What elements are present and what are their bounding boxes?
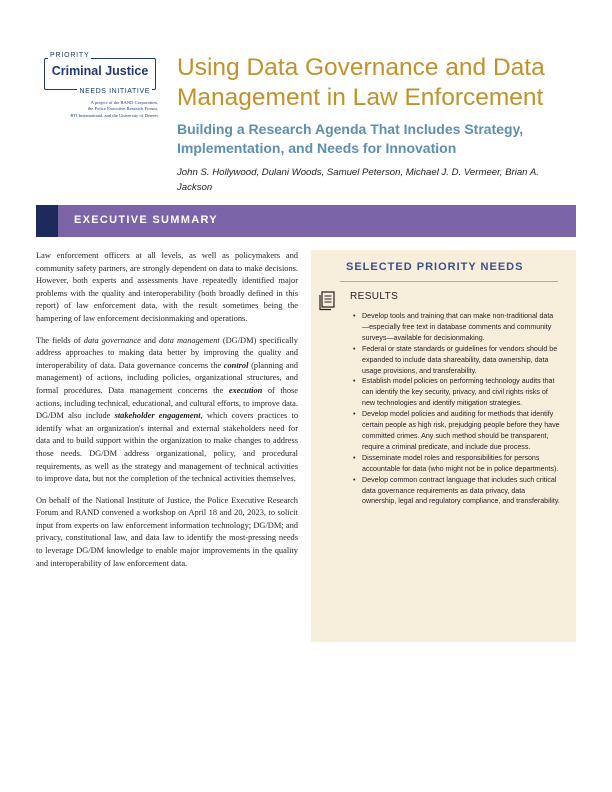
- priority-need-item: • Establish model policies on performing technology audits that can identify the key security, privacy, and civil rights risks of new technologies and identify mitigation strategies.: [350, 376, 560, 409]
- priority-need-item: • Federal or state standards or guidelines for vendors should be expanded to include data shareability, data ownership, data usage provisions, and transferability.: [350, 344, 560, 377]
- term-stakeholder-engagement: stakeholder engagement: [114, 411, 201, 421]
- author-list: John S. Hollywood, Dulani Woods, Samuel Peterson, Michael J. D. Vermeer, Brian A. Jackson: [177, 167, 539, 193]
- report-subtitle: Building a Research Agenda That Includes Strategy, Implementation, and Needs for Innovation: [177, 121, 524, 156]
- text-run: of those actions, including technical, educational, and cultural efforts, to improve data. DG/DM also include: [36, 385, 299, 421]
- banner-accent-tab: [36, 205, 58, 237]
- priority-need-item: • Disseminate model roles and responsibilities for persons accountable for data (who might not be in police departments).: [350, 453, 560, 475]
- logo-bottom-text: NEEDS INITIATIVE: [79, 88, 150, 95]
- priority-needs-list: [350, 311, 560, 507]
- text-run: (planning and management) of actions, including policies, organizational structures, and formal procedures. Data management concerns the: [36, 360, 298, 395]
- term-data-management: data management: [159, 335, 220, 345]
- sidebar-divider: [340, 281, 558, 282]
- priority-need-item: • Develop model policies and auditing for methods that identify certain people as high risk, prejudging people before they have committed crimes. Any such method should be transparent, require a criminal predicate, and include due process.: [350, 409, 560, 453]
- term-execution: execution: [228, 385, 263, 395]
- summary-paragraph-2: [36, 335, 298, 486]
- summary-body: [36, 250, 298, 579]
- priority-need-item: • Develop common contract language that includes such critical data governance requirements as data privacy, data ownership, legal and regulatory compliance, and transferability.: [350, 475, 560, 508]
- results-label: RESULTS: [350, 291, 399, 302]
- sidebar-heading: SELECTED PRIORITY NEEDS: [346, 261, 524, 273]
- logo-caption-line: the Police Executive Research Forum,: [87, 106, 158, 112]
- pcjni-logo: [40, 52, 158, 119]
- logo-caption-line: RTI International, and the University of Denver: [70, 112, 158, 118]
- text-run: The fields of: [36, 335, 84, 345]
- summary-paragraph-1: Law enforcement officers at all levels, as well as policymakers and community safety partners, are strongly dependent on data to make decisions. However, both experts and assessments have repeatedly identified major problems with the quality and interoperability (both broadly defined in this report) of law enforcement data, with the result sometimes being the hampering of law enforcement decisionmaking and operations.: [36, 251, 298, 323]
- executive-summary-banner: [36, 205, 576, 237]
- logo-caption: [40, 100, 158, 119]
- text-run: and: [140, 335, 160, 345]
- logo-main-text: Criminal Justice: [51, 64, 149, 78]
- document-list-icon: [318, 291, 336, 311]
- priority-needs-sidebar: [311, 250, 576, 642]
- term-control: control: [223, 360, 249, 370]
- summary-paragraph-3: On behalf of the National Institute of Justice, the Police Executive Research Forum and RAND convened a workshop on April 18 and 20, 2023, to solicit input from experts on law enforcement information technology; DG/DM; and privacy, constitutional law, and data law to identify the most-pressing needs to leverage DG/DM knowledge to enable major improvements in the quality and interoperability of law enforcement data.: [36, 495, 298, 568]
- logo-frame: [44, 52, 156, 95]
- banner-label: EXECUTIVE SUMMARY: [74, 214, 218, 226]
- logo-caption-line: A project of the RAND Corporation,: [90, 100, 158, 105]
- text-run: (DG/DM) specifically address approaches to making data better by improving the quality and interoperability of data. Data governance concerns the: [36, 335, 298, 370]
- report-title: Using Data Governance and Data Management in Law Enforcement: [177, 54, 545, 111]
- term-data-governance: data governance: [83, 335, 141, 345]
- text-run: , which covers practices to identify what an organization's internal and external stakeholders need for data and to build support within the organization to make changes to address those needs. DG/DM address organizational, policy, and procedural requirements, as well as the strategy and management of technical activities to improve data, but not the completion of the technical activities themselves.: [36, 411, 299, 484]
- priority-need-item: • Develop tools and training that can make non-traditional data—especially free text in database comments and community surveys—available for decisionmaking.: [350, 311, 560, 344]
- logo-top-text: PRIORITY: [50, 52, 90, 59]
